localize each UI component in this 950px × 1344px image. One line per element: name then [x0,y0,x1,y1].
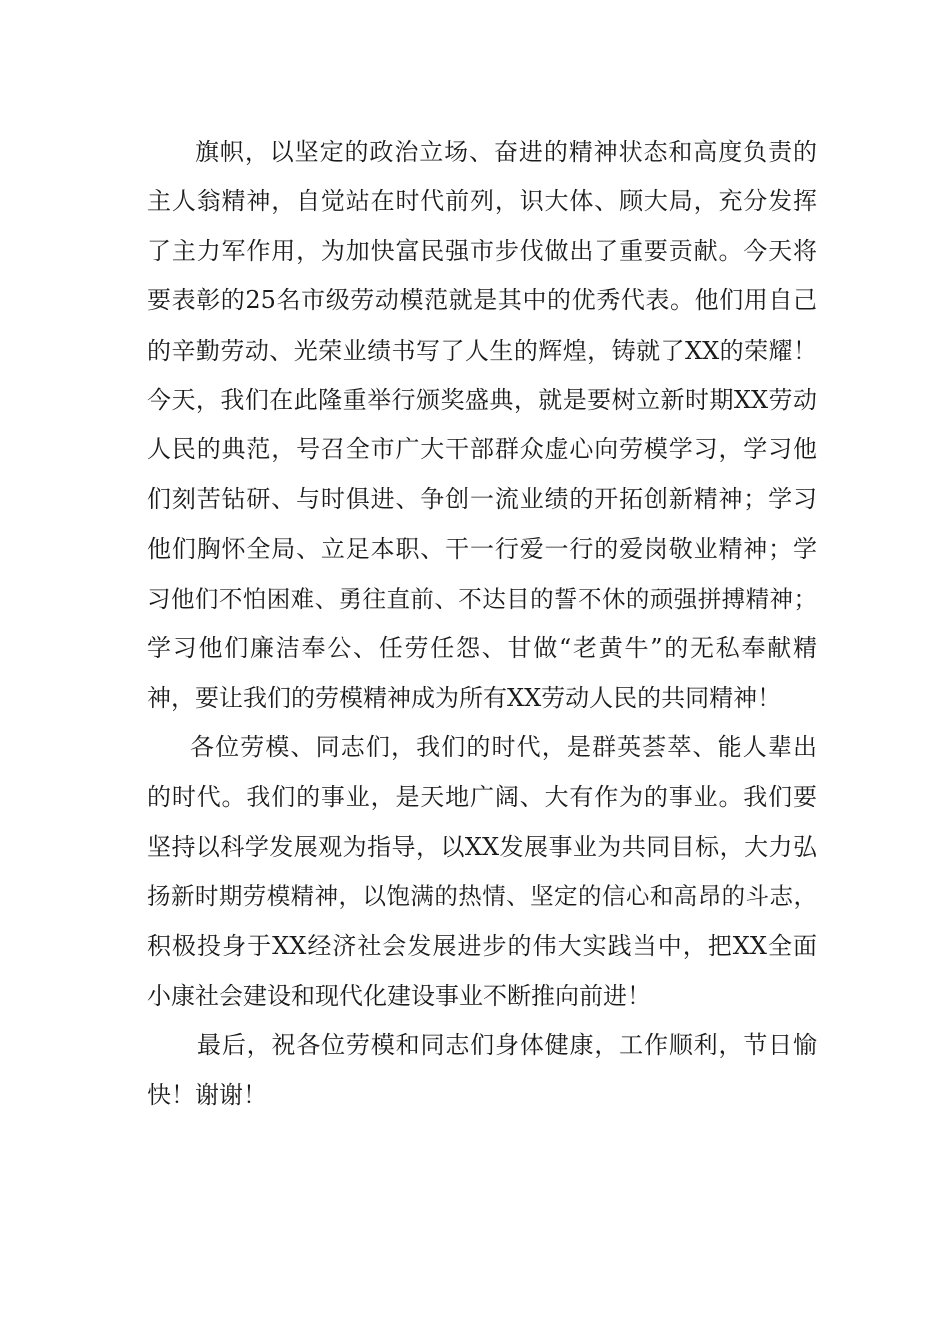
text-line-10: 习他们不怕困难、勇往直前、不达目的誓不休的顽强拼搏精神； [147,585,817,613]
text-line-8: 们刻苦钻研、与时俱进、争创一流业绩的开拓创新精神；学习 [147,485,817,513]
text-line-1: 旗帜，以坚定的政治立场、奋进的精神状态和高度负责的 [195,138,817,166]
text-line-14: 的时代。我们的事业，是天地广阔、大有作为的事业。我们要 [147,783,817,811]
text-line-4: 要表彰的25名市级劳动模范就是其中的优秀代表。他们用自己 [147,286,817,314]
text-line-15: 坚持以科学发展观为指导，以XX发展事业为共同目标，大力弘 [147,833,817,861]
text-line-2: 主人翁精神，自觉站在时代前列，识大体、顾大局，充分发挥 [147,187,817,215]
text-line-12: 神，要让我们的劳模精神成为所有XX劳动人民的共同精神！ [147,684,782,712]
text-line-11: 学习他们廉洁奉公、任劳任怨、甘做“老黄牛”的无私奉献精 [147,634,817,662]
text-line-9: 他们胸怀全局、立足本职、干一行爱一行的爱岗敬业精神；学 [147,535,817,563]
text-line-7: 人民的典范，号召全市广大干部群众虚心向劳模学习，学习他 [147,435,817,463]
text-line-13: 各位劳模、同志们，我们的时代，是群英荟萃、能人辈出 [190,733,817,761]
text-line-16: 扬新时期劳模精神，以饱满的热情、坚定的信心和高昂的斗志， [147,882,817,910]
text-line-18: 小康社会建设和现代化建设事业不断推向前进！ [147,982,651,1010]
text-line-17: 积极投身于XX经济社会发展进步的伟大实践当中，把XX全面 [147,932,817,960]
text-line-6: 今天，我们在此隆重举行颁奖盛典，就是要树立新时期XX劳动 [147,386,817,414]
text-line-5: 的辛勤劳动、光荣业绩书写了人生的辉煌，铸就了XX的荣耀！ [147,337,817,365]
text-line-20: 快！谢谢！ [147,1081,267,1109]
text-line-3: 了主力军作用，为加快富民强市步伐做出了重要贡献。今天将 [147,237,817,265]
text-line-19: 最后，祝各位劳模和同志们身体健康，工作顺利，节日愉 [197,1031,817,1059]
